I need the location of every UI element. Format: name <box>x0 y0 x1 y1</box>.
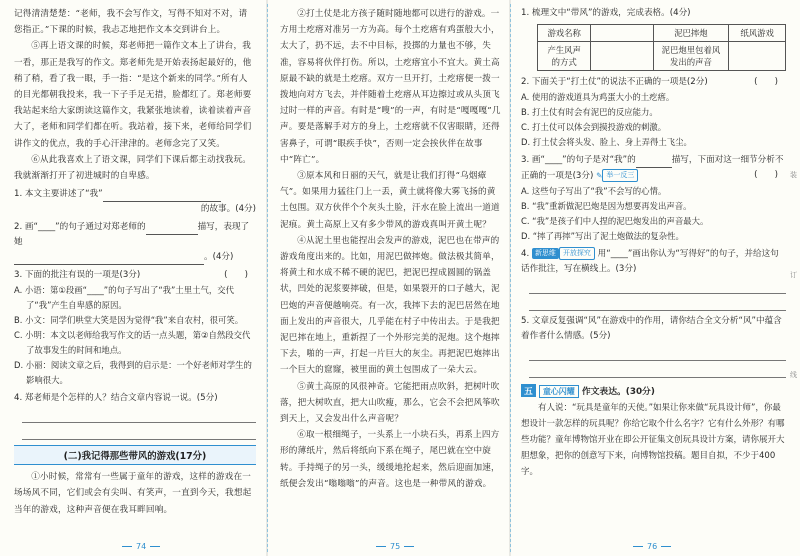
answer-table <box>537 24 786 71</box>
binding-mark: 线 <box>790 371 797 379</box>
question-2: 2. 下面关于“打土仗”的说法不正确的一项是(2分) ( ) <box>521 77 778 87</box>
answer-line[interactable] <box>529 346 786 361</box>
option-b[interactable]: B. 小文：同学们哄堂大笑是因为觉得“我”来自农村，很可笑。 <box>14 315 244 326</box>
option-a[interactable]: A. 使用的游戏道具为鸡蛋大小的土疙瘩。 <box>521 92 675 102</box>
tag-label: 举一反三 <box>602 169 638 182</box>
tag-new-thinking: 新思维 <box>532 248 559 259</box>
page-number: 75 <box>372 542 418 551</box>
section-label: 童心闪耀 <box>539 385 579 398</box>
table-cell: 泥巴摔炮 <box>653 25 728 42</box>
answer-line[interactable] <box>529 363 786 378</box>
page-74: 记得清清楚楚：“老师，我不会写作文，写得不知对不对，请您指正。”下课的时候，我忐忑地把作文本交到讲台上。 ⑤再上语文课的时候，郑老师把一篇作文本上了讲台，我一看，那正是我写的作文。郑老师先是开始表扬起最好的，他稍了稍，看了我一眼，手一指：“是这个新来的同学。”所有人的目光都朝我投来，我一下子手足无措，脸都红了。郑老师要我站起来给大家朗读这篇作文，我紧张地读着，读着读着声音大了，老师和同学们都在听。我站着，接下来，老师给同学们讲作文的优点，我的手心汗津津的。老师念完了又笑。 ⑥从此我喜欢上了语文课，同学们下课后都主动找我玩。我就渐渐打开了初进城时的自卑感。 1. 本文主要讲述了“我” 的故事。(4分) 2. 画“____”的句子通过对郑老师的 描写，表现了她 。(4分) 3. 下面的批注有误的一项是(3分) ( ) A. 小语：第①段画“____”的句子写出了“我”土里土气，交代了“我”产生自卑感的原因。 B. 小文：同学们哄堂大笑是因为觉得“我”来自农村，很可笑。 C. 小明：本文以老师给我写作文的话一点头题，第②自然段交代了故事发生的时间和地点。 D. 小丽：阅读文章之后，我得到的启示是：一个好老师对学生的影响很大。 4. 郑老师是个怎样的人？结合文章内容说一说。(5分) (二)我记得那些带风的游戏(17分) ①小时候，常常有一些属于童年的游戏，这样的游戏在一场场风不同，它们或会有尖叫、有笑声，一直到今天，我想起当年的游戏，这种声音便在我耳畔回响。 74 <box>0 0 266 556</box>
question-4: 4. 郑老师是个怎样的人？结合文章内容说一说。(5分) <box>14 393 218 404</box>
binding-mark: 装 <box>790 171 797 179</box>
question-1: 1. 梳理文中“带风”的游戏，完成表格。(4分) <box>521 8 691 18</box>
section-header: (二)我记得那些带风的游戏(17分) <box>14 445 256 465</box>
question-1: 1. 本文主要讲述了“我” <box>14 187 256 202</box>
question-3: 3. 画“____”的句子是对“我”的 描写，下面对这一细节分析不正确的一项是(3分) ✎ 举一反三 ( ) <box>521 155 784 181</box>
question-5: 5. 文章反复强调“风”在游戏中的作用，请你结合全文分析“风”中蕴含着作者什么情感。(5分) <box>521 316 782 341</box>
passage-paragraph: ⑥从此我喜欢上了语文课，同学们下课后都主动找我玩。我就渐渐打开了初进城时的自卑感。 <box>14 154 252 182</box>
table-cell: 纸风游戏 <box>729 25 786 42</box>
essay-prompt: 有人说：“玩具是童年的天使。”如果让你来做“玩具设计师”，你最想设计一款怎样的玩具呢？你给它取个什么名字？它有什么外形？有哪些功能？童年博物馆开业在即公开征集文创玩具设计方案，请你展开大胆想象，把你的创意写下来，向博物馆投稿。题目自拟，不少于400字。 <box>521 403 785 477</box>
table-cell: 产生风声的方式 <box>538 42 591 71</box>
option-b[interactable]: B. 打土仗有时会有泥巴的反应能力。 <box>521 107 658 117</box>
passage-paragraph: ②打土仗是北方孩子随时随地都可以进行的游戏。一方用土疙瘩对准另一方为高。每个土疙瘩有鸡蛋般大小，太大了，扔不远，去不中目标，投掷的力量也不够，失准，容易将伙伴打伤。所以，土疙瘩宜小不宜大。黄土高原最不缺的就是土疙瘩。双方一旦开打，土疙瘩便一拨一拨地向对方飞去，并伴随着土疙瘩从耳边擦过或从头顶飞过时一样的声音。有时是“嗖”的一声，有时是“嘎嘎嘎”几声。要是落解手对方的身上，土疙瘩就不仅害眼睛，还得害鼻子，可谓“眼疾手快”，否则一定会挨伙伴在故事中“阵亡”。 <box>280 9 501 165</box>
tag-open-explore: 开放探究 <box>559 247 595 260</box>
option-c[interactable]: C. 打土仗可以体会到摸投游戏的刺激。 <box>521 122 667 132</box>
table-cell: 泥巴炮里包着风发出的声音 <box>653 42 728 71</box>
option-d[interactable]: D. “摔了再摔”写出了泥土炮做法的复杂性。 <box>521 231 684 241</box>
answer-line[interactable] <box>529 279 786 294</box>
option-d[interactable]: D. 打土仗会将头发、脸上、身上弄得土飞尘。 <box>521 137 692 147</box>
question-1-tail: 的故事。(4分) <box>200 204 256 215</box>
option-d[interactable]: D. 小丽：阅读文章之后，我得到的启示是：一个好老师对学生的影响很大。 <box>14 360 252 386</box>
table-cell-blank[interactable] <box>591 42 653 71</box>
section-five-header: 五 童心闪耀 作文表达。(30分) <box>521 384 786 398</box>
page-number: 76 <box>629 542 675 551</box>
passage-paragraph: ⑥取一根细绳子，一头系上一小块石头，再系上四方形的薄纸片，然后将纸向下系在绳子，尾巴就在空中旋转。手持绳子的另一头，缓缓地抡起来，然后迎面加速，纸便会发出“嗡嗡嗡”的声音。这也是一种带风的游戏。 <box>280 430 500 489</box>
passage-paragraph: ③原本风和日丽的天气，就是让我们打得“乌烟瘴气”。如果用力猛往门上一丢，黄土就将像大雾飞扬的黄土包围。双方伙伴个个灰头土脸，汗水在脸上流出一道道泥痕。黄土高原上又有多少带风的游戏真叫开黄土呢？ <box>280 171 500 230</box>
question-3: 3. 下面的批注有误的一项是(3分) ( ) <box>14 270 248 281</box>
option-a[interactable]: A. 这些句子写出了“我”不会写的心情。 <box>521 186 667 196</box>
page-number: 74 <box>118 542 164 551</box>
passage-paragraph: ⑤再上语文课的时候，郑老师把一篇作文本上了讲台，我一看，那正是我写的作文。郑老师先是开始表扬起最好的，他稍了稍，看了我一眼，手一指：“是这个新来的同学。”所有人的目光都朝我投来，我一下子手足无措，脸都红了。郑老师要我站起来给大家朗读这篇作文，我紧张地读着，读着读着声音大了，老师和同学们都在听。我站着，接下来，老师给同学们讲作文的优点，我的手心汗津津的。老师念完了又笑。 <box>14 41 252 149</box>
page-76 <box>511 0 800 556</box>
option-c[interactable]: C. 小明：本文以老师给我写作文的话一点头题，第②自然段交代了故事发生的时间和地点。 <box>14 330 251 356</box>
question-2: 2. 画“____”的句子通过对郑老师的 描写，表现了她 <box>14 222 250 248</box>
passage-paragraph: ④从泥土里也能捏出会发声的游戏，泥巴也在带声的游戏角度出来的。比如，用泥巴做摔炮。做法极其简单，将黄土和水成不稀不硬的泥巴，把泥巴捏成圆圆的锅盖状，凹处的泥浆要摔破，但是，如果裂开的口子越大，泥巴炮的声音便越响亮。有一次，我摔下去的泥巴居然在地面上发出的声音很大，几乎能在村子中传出去。于是我把泥巴摔在地上，重新捏了一个外形完美的泥炮。这个炮摔下去，啪的一声，打起一片巨大的灰尘。再把泥巴炮摔出一个巨大的窟窿，被里面的黄土包围成了一朵大云。 <box>280 235 500 376</box>
binding-mark: 订 <box>790 271 797 279</box>
option-c[interactable]: C. “我”是孩子们中人捏的泥巴炮发出的声音最大。 <box>521 216 709 226</box>
question-4: 4. 新思维 开放探究 用“____”画出你认为“写得好”的句子，并给这句话作批注，写在横线上。(3分) <box>521 249 779 274</box>
passage-paragraph: 记得清清楚楚：“老师，我不会写作文，写得不知对不对，请您指正。”下课的时候，我忐忑地把作文本交到讲台上。 <box>14 9 248 36</box>
answer-line[interactable] <box>529 296 786 311</box>
passage-paragraph: ①小时候，常常有一些属于童年的游戏，这样的游戏在一场场风不同，它们或会有尖叫、有笑声，一直到今天，我想起当年的游戏，这种声音便在我耳畔回响。 <box>14 472 252 515</box>
pin-icon: ✎ <box>596 171 603 180</box>
answer-line[interactable] <box>22 425 256 440</box>
option-b[interactable]: B. “我”重新做泥巴炮是因为想要再发出声音。 <box>521 201 692 211</box>
table-cell-blank[interactable] <box>591 25 653 42</box>
option-a[interactable]: A. 小语：第①段画“____”的句子写出了“我”土里土气，交代了“我”产生自卑感的原因。 <box>14 285 235 311</box>
passage-paragraph: ⑤黄土高原的风很神奇。它能把雨点吹斜，把树叶吹落，把大树吹直，把大山吹瘦，那么，它会不会把风筝吹到天上，又会发出什么声音呢？ <box>280 381 500 425</box>
answer-line[interactable] <box>22 408 256 423</box>
table-cell: 游戏名称 <box>538 25 591 42</box>
page-75 <box>268 0 509 556</box>
table-cell-blank[interactable] <box>729 42 786 71</box>
